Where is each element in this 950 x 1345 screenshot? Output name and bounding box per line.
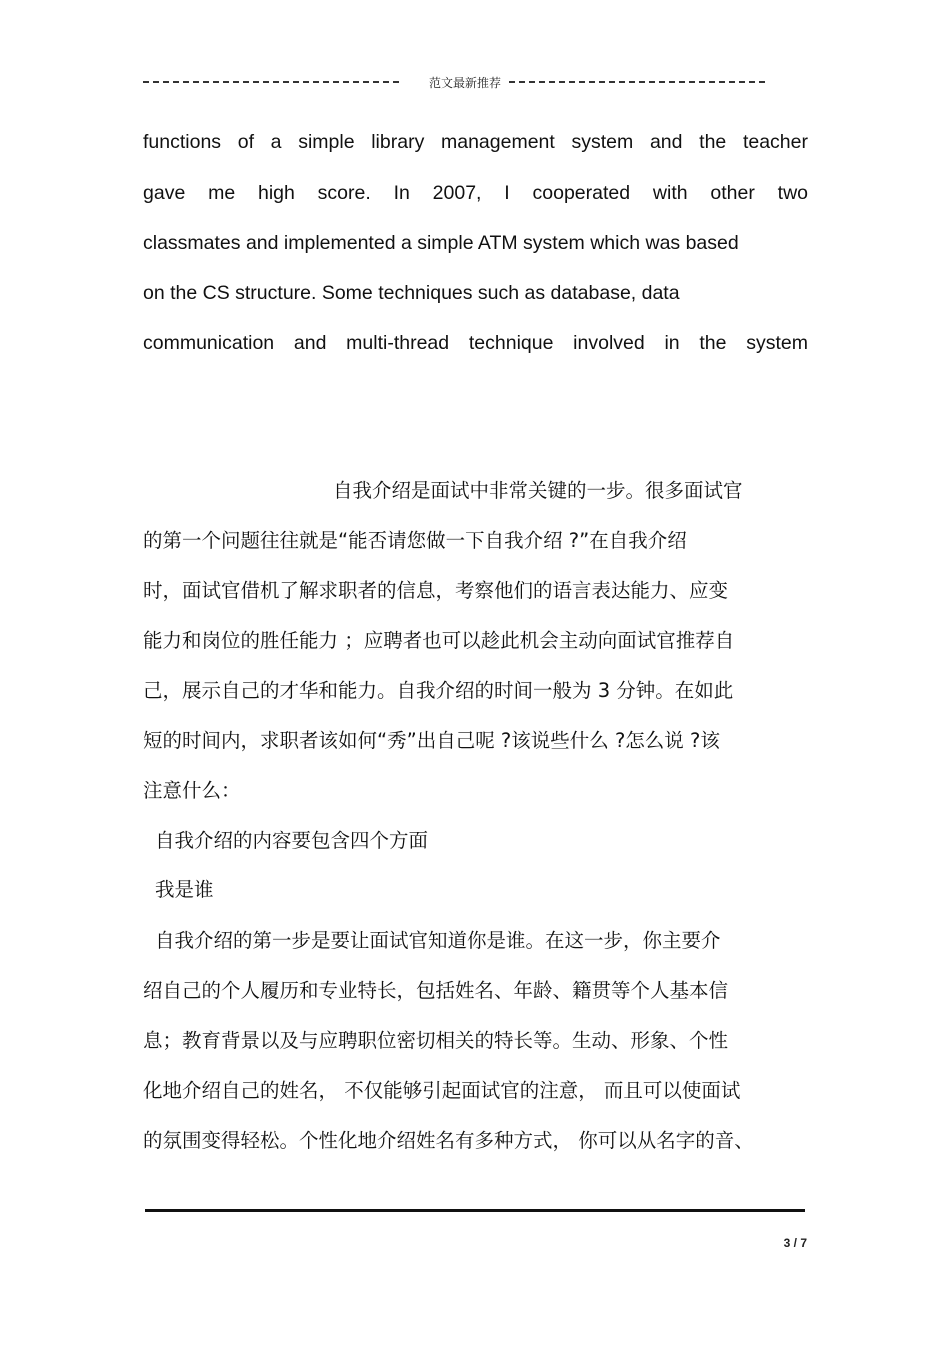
text-line: 的氛围变得轻松。个性化地介绍姓名有多种方式， 你可以从名字的音、	[143, 1129, 754, 1152]
page-header	[143, 72, 765, 92]
text-line: 能力和岗位的胜任能力 ；应聘者也可以趁此机会主动向面试官推荐自	[143, 629, 735, 652]
subsection-heading: 我是谁	[155, 878, 214, 901]
text-line: 短的时间内，求职者该如何“秀”出自己呢 ?该说些什么 ?怎么说 ?该	[143, 729, 720, 752]
text-line: gave me high score. In 2007, I cooperated with other two	[143, 182, 808, 204]
text-line: 时，面试官借机了解求职者的信息，考察他们的语言表达能力、应变	[143, 579, 729, 602]
text-line: 己，展示自己的才华和能力。自我介绍的时间一般为 3 分钟。在如此	[143, 679, 734, 702]
header-dash-right	[509, 81, 765, 83]
text-line: 自我介绍是面试中非常关键的一步。很多面试官	[333, 479, 743, 502]
text-line: on the CS structure. Some techniques such as database, data	[143, 282, 680, 304]
text-line: 自我介绍的第一步是要让面试官知道你是谁。在这一步，你主要介	[155, 929, 721, 952]
section-heading: 自我介绍的内容要包含四个方面	[155, 829, 429, 852]
header-dash-left	[143, 81, 399, 83]
text-line: communication and multi-thread technique involved in the system	[143, 332, 808, 354]
text-line: classmates and implemented a simple ATM system which was based	[143, 232, 739, 254]
text-line: 注意什么：	[143, 779, 241, 802]
footer-rule	[145, 1209, 805, 1212]
text-line: 化地介绍自己的姓名， 不仅能够引起面试官的注意， 而且可以使面试	[143, 1079, 741, 1102]
text-line: 息；教育背景以及与应聘职位密切相关的特长等。生动、形象、个性	[143, 1029, 729, 1052]
header-title: 范文最新推荐	[429, 75, 502, 90]
page-number: 3 / 7	[783, 1236, 807, 1250]
text-line: 绍自己的个人履历和专业特长，包括姓名、年龄、籍贯等个人基本信	[143, 979, 729, 1002]
text-line: 的第一个问题往往就是“能否请您做一下自我介绍 ?”在自我介绍	[143, 529, 687, 552]
text-line: functions of a simple library management system and the teacher	[143, 131, 808, 153]
